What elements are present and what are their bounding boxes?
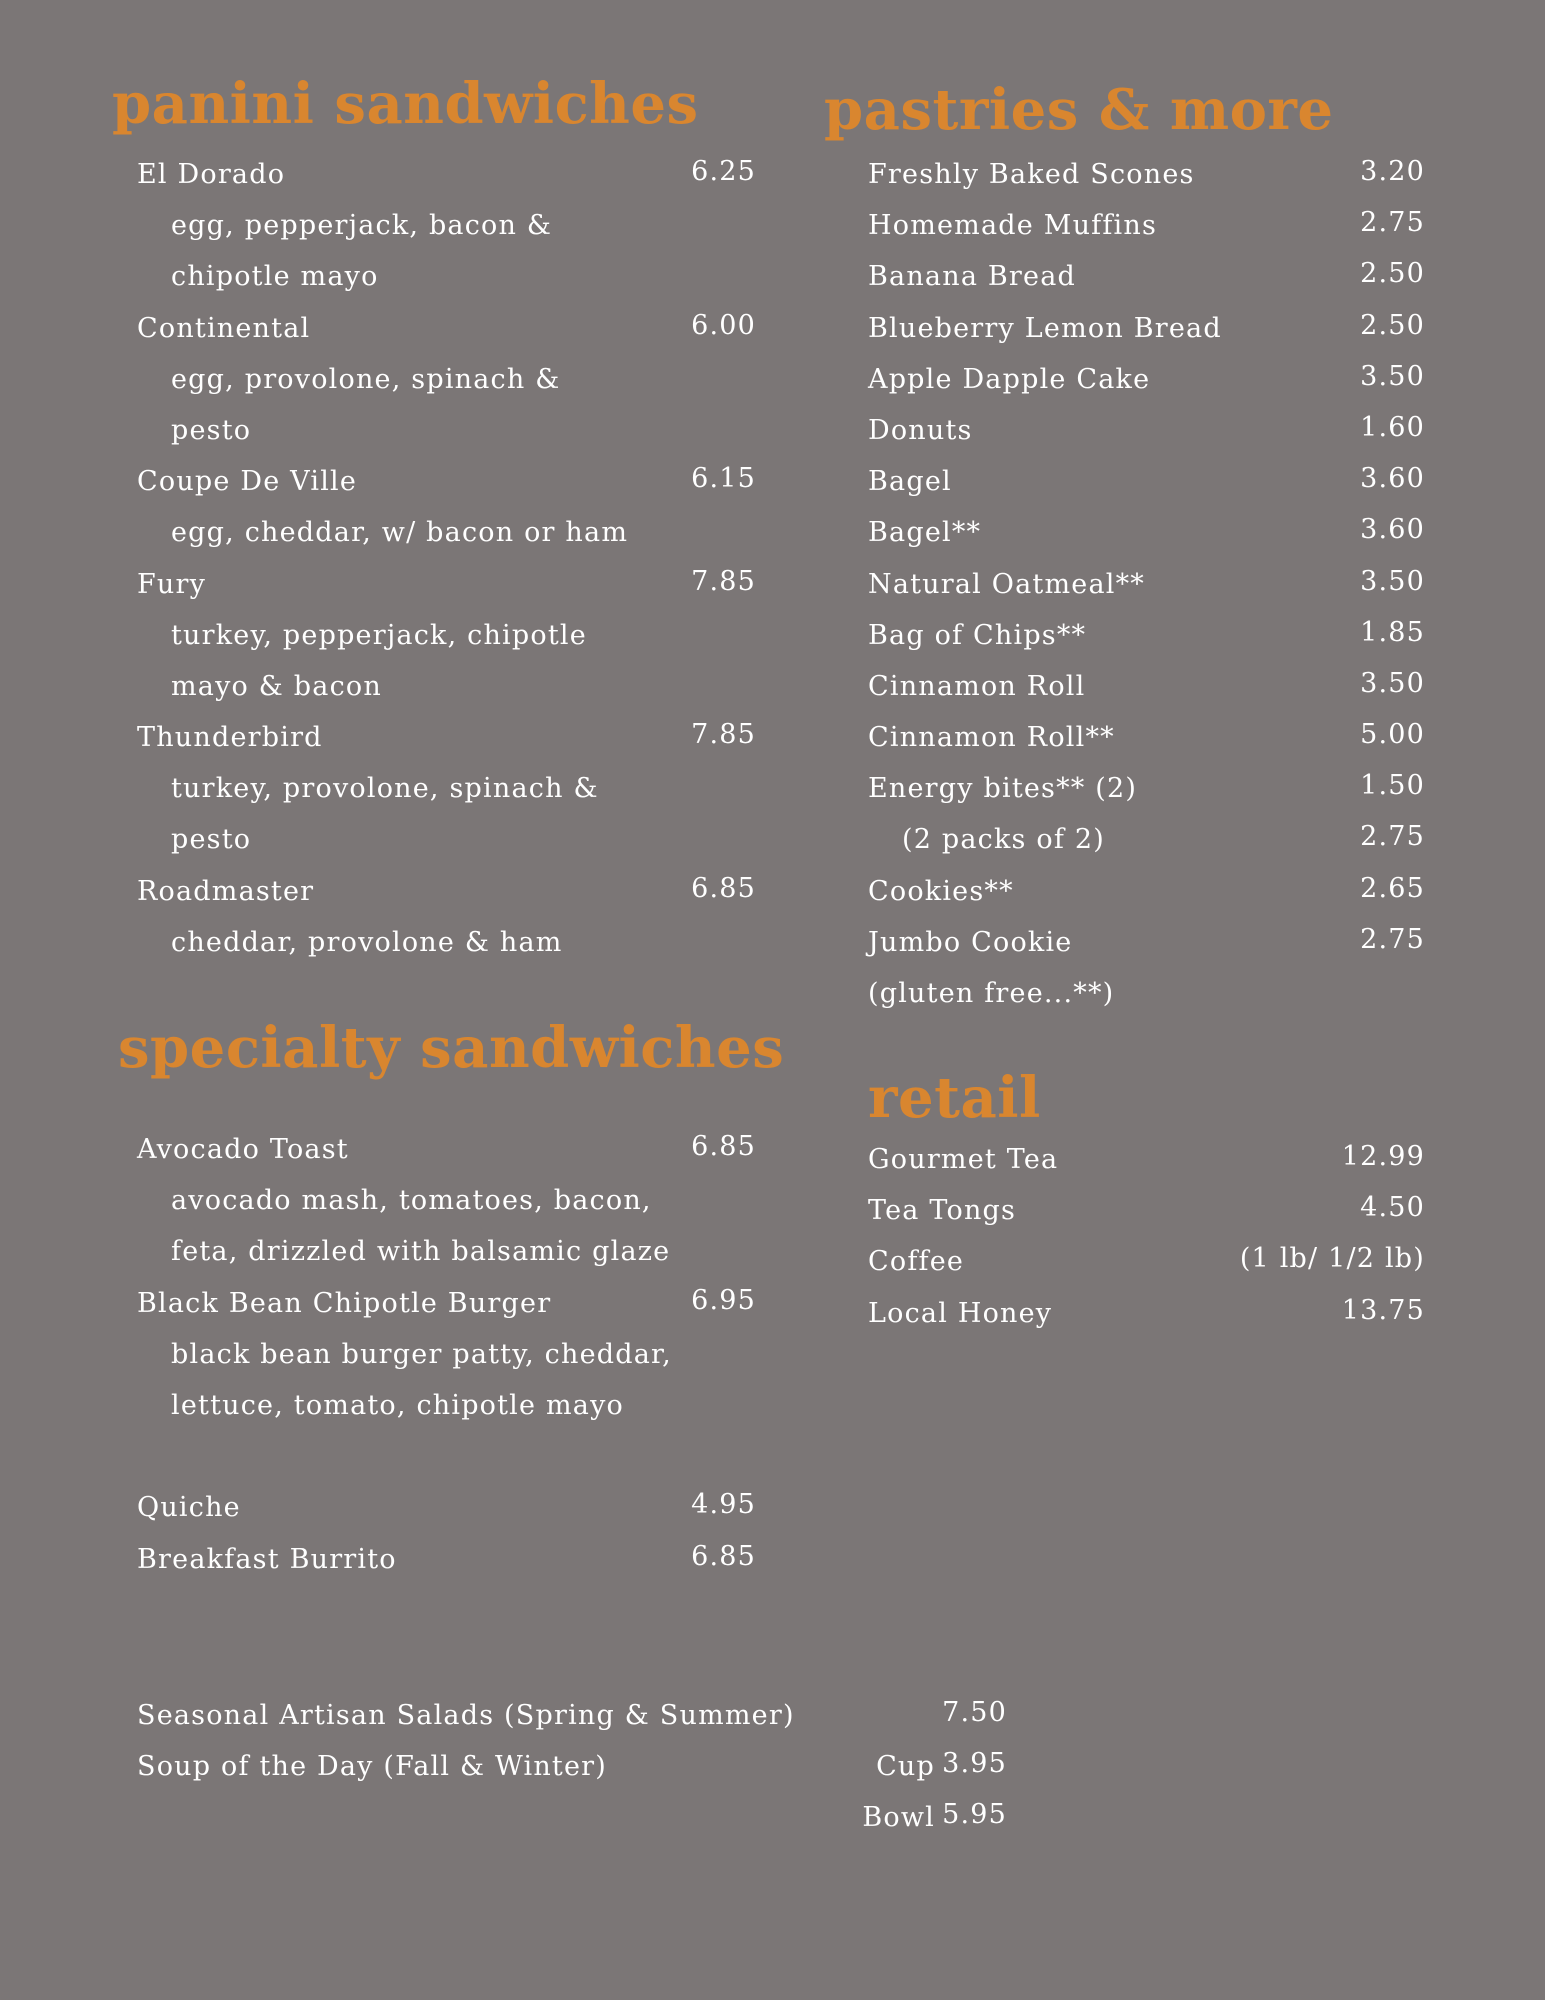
item-description: turkey, provolone, spinach & [171, 773, 599, 805]
item-name: Gourmet Tea [868, 1144, 1059, 1175]
menu-item [868, 303, 1425, 354]
menu-item [137, 1482, 756, 1533]
menu-item [137, 866, 756, 917]
item-name: Bagel** [868, 517, 982, 549]
item-price: 7.85 [691, 719, 756, 751]
item-price: 3.50 [1360, 667, 1425, 699]
item-price: 1.50 [1360, 770, 1425, 802]
menu-item-description [137, 1226, 756, 1277]
item-name: Donuts [868, 414, 973, 446]
item-name: Natural Oatmeal** [868, 568, 1145, 600]
item-price: 3.60 [1360, 463, 1425, 495]
item-description: mayo & bacon [171, 670, 382, 702]
item-price: 7.85 [691, 565, 756, 597]
item-name: Jumbo Cookie [868, 926, 1073, 958]
menu-item-description [137, 1329, 756, 1380]
item-price: 6.15 [691, 463, 756, 495]
item-price: 2.65 [1360, 872, 1425, 904]
item-price: 6.25 [691, 156, 756, 187]
item-price: 13.75 [1341, 1294, 1425, 1326]
menu-item-description [137, 661, 756, 712]
menu-item [868, 1134, 1425, 1185]
item-name: Freshly Baked Scones [868, 159, 1195, 190]
item-name: Cinnamon Roll** [868, 722, 1115, 754]
item-price: 5.95 [942, 1799, 1007, 1831]
menu-item [868, 968, 1425, 1019]
item-description: black bean burger patty, cheddar, [171, 1338, 672, 1370]
item-name: Tea Tongs [868, 1195, 1017, 1227]
item-price: 3.50 [1360, 360, 1425, 392]
menu-item [137, 712, 756, 763]
item-price: 3.60 [1360, 514, 1425, 546]
item-name: Homemade Muffins [868, 210, 1158, 242]
item-name: Banana Bread [868, 261, 1077, 293]
item-name: Soup of the Day (Fall & Winter) [137, 1751, 607, 1783]
menu-item [868, 610, 1425, 661]
menu-item-description [137, 610, 756, 661]
menu-item [868, 149, 1425, 200]
menu-item [868, 507, 1425, 558]
salads-soup-list [137, 1690, 1007, 1844]
item-description: cheddar, provolone & ham [171, 926, 563, 958]
item-name: Bagel [868, 466, 952, 498]
item-price: (1 lb/ 1/2 lb) [1239, 1243, 1425, 1275]
item-description: avocado mash, tomatoes, bacon, [171, 1185, 652, 1217]
menu-item [868, 405, 1425, 456]
menu-item-description [868, 814, 1425, 865]
item-price: 3.95 [942, 1748, 1007, 1780]
panini-list [137, 149, 756, 968]
menu-item [137, 456, 756, 507]
item-price: 2.75 [1360, 207, 1425, 239]
item-description: pesto [171, 824, 252, 856]
menu-item-description [137, 354, 756, 405]
item-name: Fury [137, 568, 207, 600]
item-price: 12.99 [1341, 1141, 1425, 1172]
menu-item-description [137, 1380, 756, 1431]
item-name: Cookies** [868, 875, 1014, 907]
item-description: feta, drizzled with balsamic glaze [171, 1236, 671, 1268]
item-name: Quiche [137, 1492, 241, 1524]
specialty-list [137, 1124, 756, 1585]
item-size: Bowl [862, 1802, 935, 1834]
item-name: Coffee [868, 1246, 965, 1278]
item-price: 2.50 [1360, 258, 1425, 290]
item-name: Apple Dapple Cake [868, 363, 1151, 395]
menu-item [137, 1741, 1007, 1792]
menu-item [868, 1185, 1425, 1236]
menu-item-description [137, 1175, 756, 1226]
menu-item [137, 1278, 756, 1329]
menu-item [137, 1690, 1007, 1741]
menu-item [868, 661, 1425, 712]
item-name: El Dorado [137, 159, 286, 190]
item-price: 3.20 [1360, 156, 1425, 187]
item-price: 1.85 [1360, 616, 1425, 648]
panini-heading: panini sandwiches [112, 71, 699, 137]
retail-list [868, 1134, 1425, 1339]
menu-item-description [137, 814, 756, 865]
item-price: 5.00 [1360, 719, 1425, 751]
retail-heading: retail [868, 1065, 1041, 1131]
item-price: 7.50 [942, 1697, 1007, 1728]
item-name: Breakfast Burrito [137, 1543, 397, 1575]
menu-item [137, 1124, 756, 1175]
menu-item-description [137, 507, 756, 558]
item-name: Energy bites** (2) [868, 773, 1138, 805]
item-name: Local Honey [868, 1297, 1053, 1329]
pastries-heading: pastries & more [824, 77, 1334, 143]
item-price: 6.00 [691, 309, 756, 341]
menu-item [137, 559, 756, 610]
menu-item [137, 303, 756, 354]
menu-item-description [137, 405, 756, 456]
menu-item [868, 559, 1425, 610]
menu-item [137, 1534, 756, 1585]
item-description: egg, provolone, spinach & [171, 363, 561, 395]
menu-item [868, 1236, 1425, 1287]
item-price: 1.60 [1360, 411, 1425, 443]
menu-item [868, 1288, 1425, 1339]
menu-item-description [137, 917, 756, 968]
item-description: lettuce, tomato, chipotle mayo [171, 1389, 624, 1421]
item-price: 3.50 [1360, 565, 1425, 597]
item-description: chipotle mayo [171, 261, 379, 293]
item-size: Cup [876, 1751, 935, 1783]
menu-item [868, 917, 1425, 968]
menu-item-description [137, 763, 756, 814]
item-name: Blueberry Lemon Bread [868, 312, 1222, 344]
item-price: 6.85 [691, 1540, 756, 1572]
menu-item [868, 763, 1425, 814]
item-price: 6.85 [691, 872, 756, 904]
item-description: egg, cheddar, w/ bacon or ham [171, 517, 629, 549]
item-price: 4.95 [691, 1489, 756, 1521]
menu-item [868, 200, 1425, 251]
item-name: Roadmaster [137, 875, 315, 907]
specialty-heading: specialty sandwiches [118, 1015, 785, 1081]
menu-item [137, 1431, 756, 1482]
menu-item-description [137, 251, 756, 302]
menu-item [137, 1792, 1007, 1843]
item-name: Cinnamon Roll [868, 670, 1086, 702]
menu-item [868, 354, 1425, 405]
menu-item-description [137, 200, 756, 251]
menu-item [868, 251, 1425, 302]
menu-item [868, 866, 1425, 917]
item-name: Black Bean Chipotle Burger [137, 1287, 552, 1319]
item-price: 2.50 [1360, 309, 1425, 341]
item-name: Thunderbird [137, 722, 323, 754]
menu-item [868, 712, 1425, 763]
item-price: 2.75 [1360, 821, 1425, 853]
item-name: (gluten free...**) [868, 978, 1115, 1009]
item-description: egg, pepperjack, bacon & [171, 210, 553, 242]
pastries-list [868, 149, 1425, 1019]
menu-item [868, 456, 1425, 507]
item-price: 6.95 [691, 1284, 756, 1316]
item-name: Seasonal Artisan Salads (Spring & Summer) [137, 1700, 795, 1731]
item-price: 6.85 [691, 1131, 756, 1162]
item-name: Continental [137, 312, 311, 344]
item-name: Bag of Chips** [868, 619, 1087, 651]
item-price: 2.75 [1360, 923, 1425, 955]
item-name: Coupe De Ville [137, 466, 358, 498]
item-name: Avocado Toast [137, 1134, 349, 1165]
item-description: pesto [171, 414, 252, 446]
menu-item [137, 149, 756, 200]
item-description: turkey, pepperjack, chipotle [171, 619, 587, 651]
item-price: 4.50 [1360, 1192, 1425, 1224]
item-description: (2 packs of 2) [902, 824, 1105, 856]
